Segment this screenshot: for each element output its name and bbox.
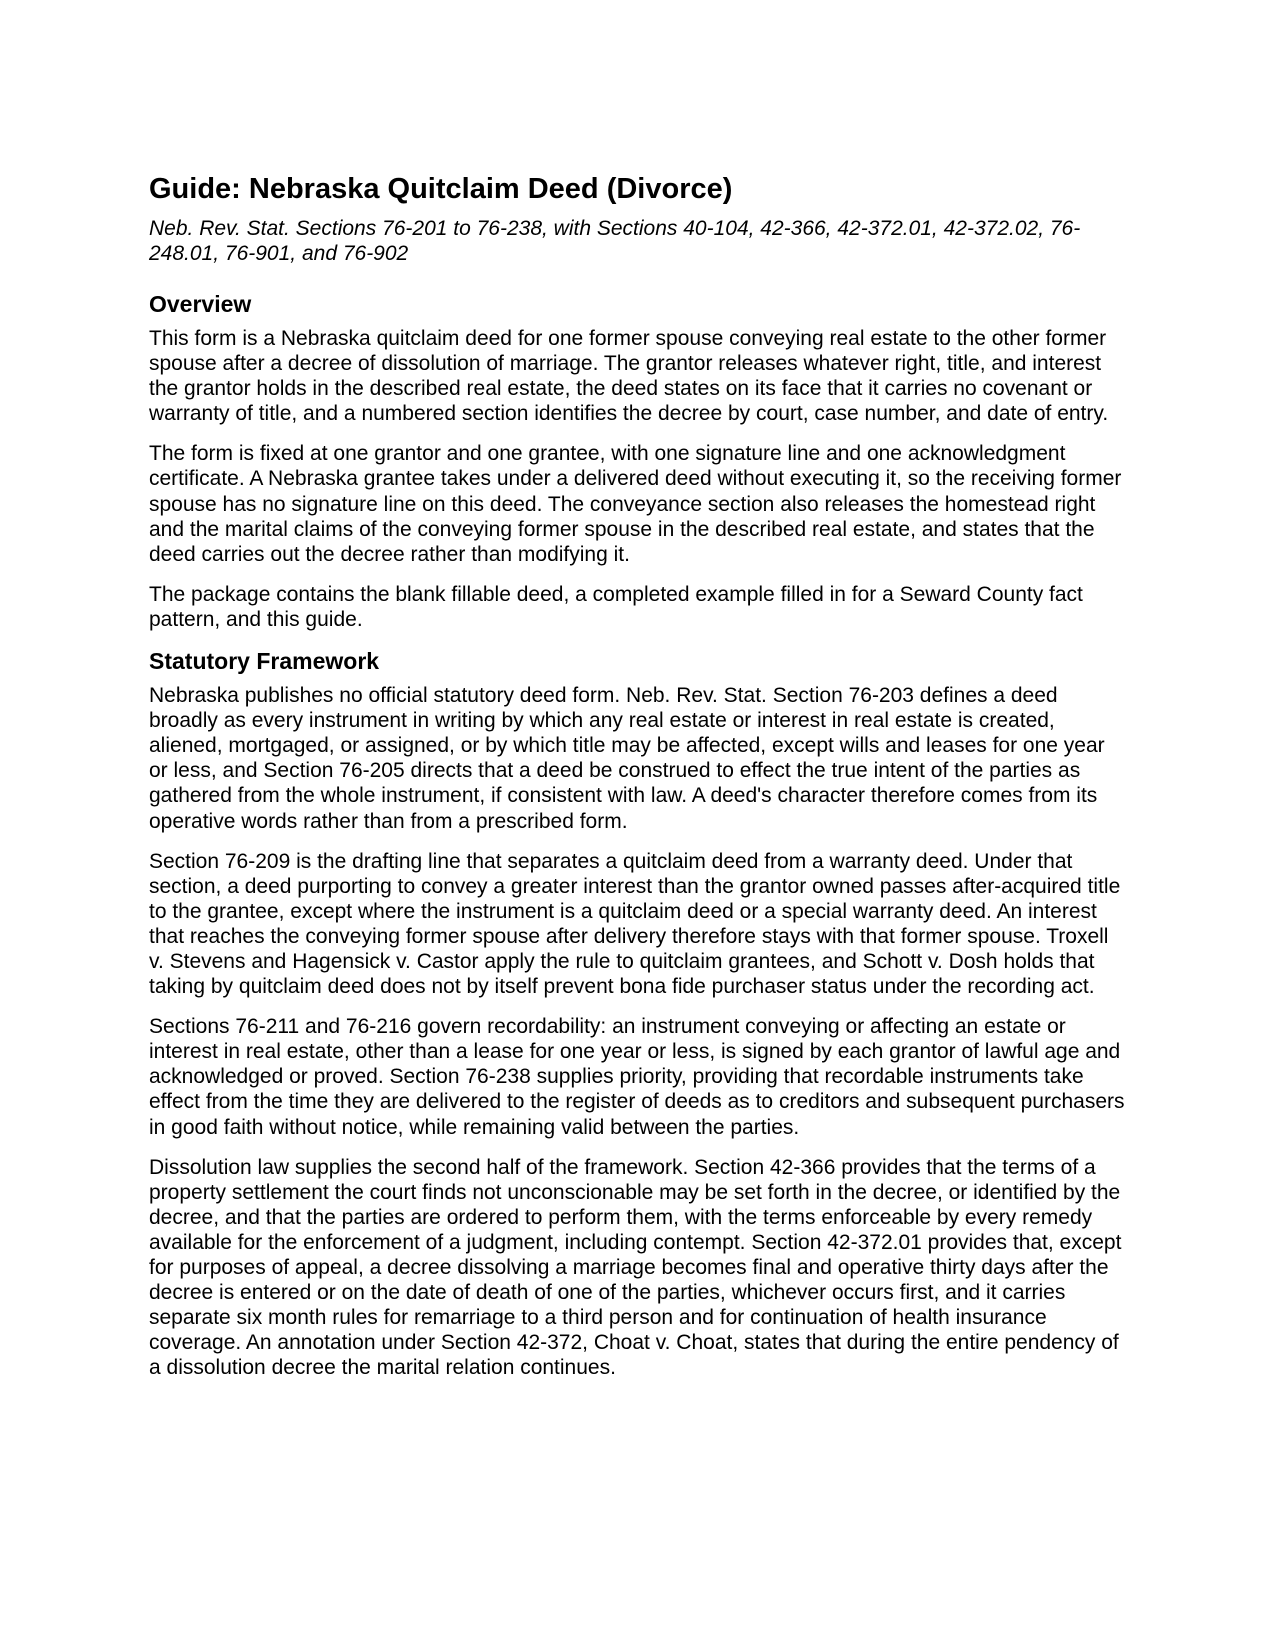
document-page: [149, 172, 1129, 1395]
section-heading: Statutory Framework: [149, 648, 380, 675]
paragraph: The package contains the blank fillable deed, a completed example filled in for a Seward County fact pattern, and this guide.: [149, 582, 1083, 631]
paragraph: Dissolution law supplies the second half of the framework. Section 42-366 provides that the terms of a property settlement the court finds not unconscionable may be set forth in the decree, or identified by the decree, and that the parties are ordered to perform them, with the terms enforceable by every remedy available for the enforcement of a judgment, including contempt. Section 42-372.01 provides that, except for purposes of appeal, a decree dissolving a marriage becomes final and operative thirty days after the decree is entered or on the date of death of one of the parties, whichever occurs first, and it carries separate six month rules for remarriage to a third person and for continuation of health insurance coverage. An annotation under Section 42-372, Choat v. Choat, states that during the entire pendency of a dissolution decree the marital relation continues.: [149, 1155, 1122, 1380]
section-statutory-framework: [149, 647, 1129, 1380]
document-title: Guide: Nebraska Quitclaim Deed (Divorce): [149, 173, 733, 205]
paragraph: Nebraska publishes no official statutory deed form. Neb. Rev. Stat. Section 76-203 defines a deed broadly as every instrument in writing by which any real estate or interest in real estate is created, aliened, mortgaged, or assigned, or by which title may be affected, except wills and leases for one year or less, and Section 76-205 directs that a deed be construed to effect the true intent of the parties as gathered from the whole instrument, if consistent with law. A deed's character therefore comes from its operative words rather than from a prescribed form.: [149, 684, 1105, 833]
section-overview: [149, 290, 1129, 632]
section-heading: Overview: [149, 291, 252, 317]
paragraph: Sections 76-211 and 76-216 govern recordability: an instrument conveying or affecting an estate or interest in real estate, other than a lease for one year or less, is signed by each grantor of lawful age and acknowledged or proved. Section 76-238 supplies priority, providing that recordable instruments take effect from the time they are delivered to the register of deeds as to creditors and subsequent purchasers in good faith without notice, while remaining valid between the parties.: [149, 1015, 1125, 1139]
paragraph: This form is a Nebraska quitclaim deed for one former spouse conveying real estate to the other former spouse after a decree of dissolution of marriage. The grantor releases whatever right, title, and interest the grantor holds in the described real estate, the deed states on its face that it carries no covenant or warranty of title, and a numbered section identifies the decree by court, case number, and date of entry.: [149, 327, 1109, 426]
paragraph: The form is fixed at one grantor and one grantee, with one signature line and one acknowledgment certificate. A Nebraska grantee takes under a delivered deed without executing it, so the receiving former spouse has no signature line on this deed. The conveyance section also releases the homestead right and the marital claims of the conveying former spouse in the described real estate, and states that the deed carries out the decree rather than modifying it.: [149, 442, 1122, 566]
statute-citation: Neb. Rev. Stat. Sections 76-201 to 76-238, with Sections 40-104, 42-366, 42-372.01, 42-372.02, 76-248.01, 76-901, and 76-902: [149, 217, 1081, 265]
paragraph: Section 76-209 is the drafting line that separates a quitclaim deed from a warranty deed. Under that section, a deed purporting to convey a greater interest than the grantor owned passes after-acquired title to the grantee, except where the instrument is a quitclaim deed or a special warranty deed. An interest that reaches the conveying former spouse after delivery therefore stays with that former spouse. Troxell v. Stevens and Hagensick v. Castor apply the rule to quitclaim grantees, and Schott v. Dosh holds that taking by quitclaim deed does not by itself prevent bona fide purchaser status under the recording act.: [149, 849, 1121, 999]
